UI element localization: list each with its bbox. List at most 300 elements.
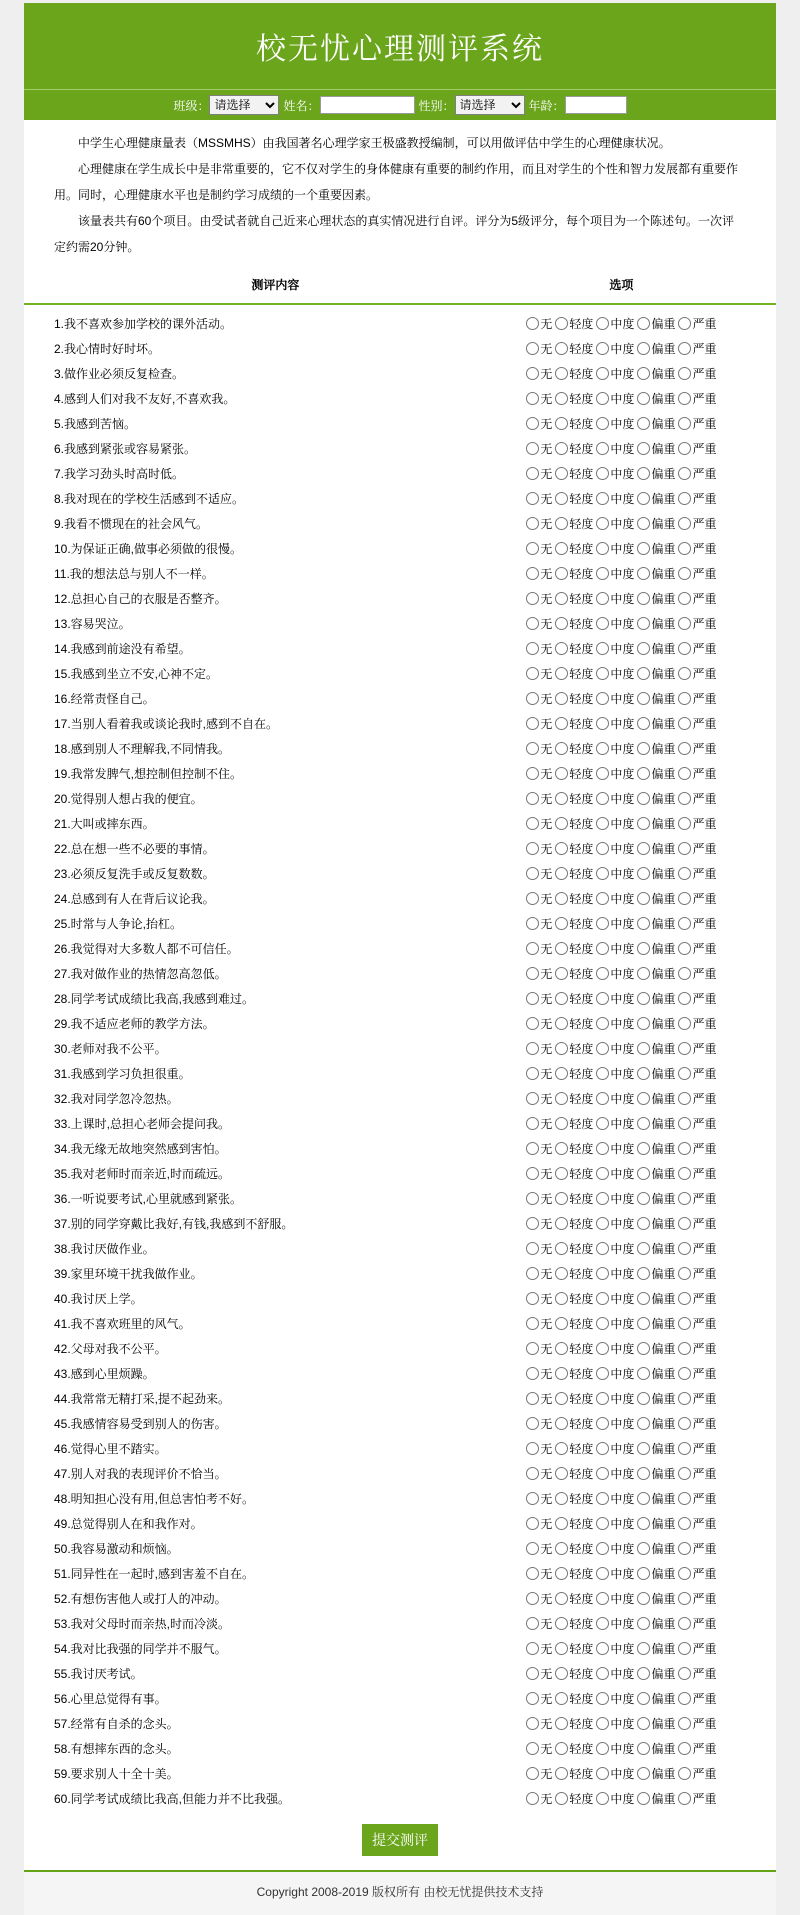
option-label[interactable]: 偏重	[651, 1392, 676, 1406]
option-中度[interactable]	[596, 390, 634, 407]
radio-偏重[interactable]	[637, 1367, 650, 1380]
radio-偏重[interactable]	[637, 1567, 650, 1580]
option-label[interactable]: 中度	[610, 542, 635, 556]
option-无[interactable]	[526, 865, 552, 882]
option-轻度[interactable]	[555, 765, 593, 782]
option-严重[interactable]	[678, 740, 716, 757]
option-无[interactable]	[526, 890, 552, 907]
radio-偏重[interactable]	[637, 517, 650, 530]
option-偏重[interactable]	[637, 1290, 675, 1307]
option-label[interactable]: 严重	[692, 1442, 717, 1456]
option-严重[interactable]	[678, 815, 716, 832]
option-label[interactable]: 中度	[610, 442, 635, 456]
option-轻度[interactable]	[555, 1440, 593, 1457]
option-无[interactable]	[526, 1640, 552, 1657]
option-label[interactable]: 轻度	[569, 867, 594, 881]
option-label[interactable]: 中度	[610, 1542, 635, 1556]
option-无[interactable]	[526, 1615, 552, 1632]
option-label[interactable]: 无	[540, 1217, 553, 1231]
radio-严重[interactable]	[678, 1392, 691, 1405]
radio-轻度[interactable]	[555, 1267, 568, 1280]
radio-轻度[interactable]	[555, 317, 568, 330]
radio-无[interactable]	[526, 817, 539, 830]
radio-中度[interactable]	[596, 392, 609, 405]
option-中度[interactable]	[596, 1190, 634, 1207]
option-label[interactable]: 无	[540, 1767, 553, 1781]
option-偏重[interactable]	[637, 1490, 675, 1507]
radio-严重[interactable]	[678, 392, 691, 405]
option-严重[interactable]	[678, 1315, 716, 1332]
radio-中度[interactable]	[596, 992, 609, 1005]
option-轻度[interactable]	[555, 1240, 593, 1257]
option-label[interactable]: 轻度	[569, 592, 594, 606]
option-偏重[interactable]	[637, 1365, 675, 1382]
option-label[interactable]: 偏重	[651, 1217, 676, 1231]
option-label[interactable]: 严重	[692, 342, 717, 356]
option-label[interactable]: 中度	[610, 1467, 635, 1481]
option-label[interactable]: 无	[540, 742, 553, 756]
radio-严重[interactable]	[678, 1642, 691, 1655]
option-严重[interactable]	[678, 1715, 716, 1732]
radio-偏重[interactable]	[637, 1617, 650, 1630]
option-label[interactable]: 中度	[610, 892, 635, 906]
option-中度[interactable]	[596, 615, 634, 632]
option-无[interactable]	[526, 1290, 552, 1307]
radio-轻度[interactable]	[555, 767, 568, 780]
option-偏重[interactable]	[637, 590, 675, 607]
option-label[interactable]: 严重	[692, 1542, 717, 1556]
radio-严重[interactable]	[678, 542, 691, 555]
option-label[interactable]: 偏重	[651, 1792, 676, 1806]
option-中度[interactable]	[596, 1590, 634, 1607]
option-严重[interactable]	[678, 890, 716, 907]
option-偏重[interactable]	[637, 540, 675, 557]
option-label[interactable]: 无	[540, 892, 553, 906]
option-严重[interactable]	[678, 1240, 716, 1257]
radio-偏重[interactable]	[637, 867, 650, 880]
radio-严重[interactable]	[678, 1192, 691, 1205]
option-label[interactable]: 偏重	[651, 692, 676, 706]
radio-偏重[interactable]	[637, 367, 650, 380]
option-严重[interactable]	[678, 1540, 716, 1557]
option-label[interactable]: 严重	[692, 792, 717, 806]
radio-严重[interactable]	[678, 1292, 691, 1305]
option-无[interactable]	[526, 940, 552, 957]
radio-严重[interactable]	[678, 617, 691, 630]
radio-轻度[interactable]	[555, 1117, 568, 1130]
radio-无[interactable]	[526, 1467, 539, 1480]
option-偏重[interactable]	[637, 640, 675, 657]
option-中度[interactable]	[596, 1115, 634, 1132]
option-label[interactable]: 严重	[692, 1267, 717, 1281]
option-无[interactable]	[526, 515, 552, 532]
option-label[interactable]: 中度	[610, 1617, 635, 1631]
option-无[interactable]	[526, 1340, 552, 1357]
option-中度[interactable]	[596, 440, 634, 457]
radio-无[interactable]	[526, 567, 539, 580]
option-中度[interactable]	[596, 715, 634, 732]
option-label[interactable]: 中度	[610, 1567, 635, 1581]
option-label[interactable]: 中度	[610, 717, 635, 731]
radio-中度[interactable]	[596, 542, 609, 555]
option-严重[interactable]	[678, 1415, 716, 1432]
option-label[interactable]: 轻度	[569, 1042, 594, 1056]
option-label[interactable]: 无	[540, 467, 553, 481]
option-label[interactable]: 轻度	[569, 1142, 594, 1156]
option-label[interactable]: 中度	[610, 967, 635, 981]
radio-中度[interactable]	[596, 792, 609, 805]
radio-轻度[interactable]	[555, 942, 568, 955]
radio-轻度[interactable]	[555, 642, 568, 655]
option-label[interactable]: 偏重	[651, 317, 676, 331]
option-中度[interactable]	[596, 1065, 634, 1082]
option-label[interactable]: 偏重	[651, 1167, 676, 1181]
name-input[interactable]	[320, 96, 415, 114]
option-label[interactable]: 偏重	[651, 1367, 676, 1381]
option-偏重[interactable]	[637, 1540, 675, 1557]
option-中度[interactable]	[596, 1365, 634, 1382]
option-label[interactable]: 轻度	[569, 717, 594, 731]
radio-轻度[interactable]	[555, 342, 568, 355]
option-轻度[interactable]	[555, 940, 593, 957]
option-label[interactable]: 无	[540, 1592, 553, 1606]
radio-偏重[interactable]	[637, 1592, 650, 1605]
option-label[interactable]: 中度	[610, 642, 635, 656]
option-轻度[interactable]	[555, 1415, 593, 1432]
option-中度[interactable]	[596, 1615, 634, 1632]
option-严重[interactable]	[678, 665, 716, 682]
radio-中度[interactable]	[596, 517, 609, 530]
option-偏重[interactable]	[637, 515, 675, 532]
option-无[interactable]	[526, 390, 552, 407]
option-label[interactable]: 中度	[610, 1292, 635, 1306]
radio-无[interactable]	[526, 1617, 539, 1630]
option-中度[interactable]	[596, 1490, 634, 1507]
option-中度[interactable]	[596, 1090, 634, 1107]
option-label[interactable]: 偏重	[651, 1492, 676, 1506]
option-label[interactable]: 中度	[610, 1242, 635, 1256]
radio-无[interactable]	[526, 1442, 539, 1455]
option-中度[interactable]	[596, 690, 634, 707]
option-中度[interactable]	[596, 1790, 634, 1807]
option-轻度[interactable]	[555, 1665, 593, 1682]
radio-严重[interactable]	[678, 1242, 691, 1255]
option-轻度[interactable]	[555, 640, 593, 657]
radio-偏重[interactable]	[637, 1767, 650, 1780]
radio-无[interactable]	[526, 1592, 539, 1605]
option-无[interactable]	[526, 1315, 552, 1332]
option-label[interactable]: 轻度	[569, 667, 594, 681]
radio-轻度[interactable]	[555, 1617, 568, 1630]
radio-轻度[interactable]	[555, 1692, 568, 1705]
option-label[interactable]: 偏重	[651, 767, 676, 781]
option-label[interactable]: 偏重	[651, 492, 676, 506]
option-轻度[interactable]	[555, 1165, 593, 1182]
radio-中度[interactable]	[596, 1192, 609, 1205]
option-偏重[interactable]	[637, 890, 675, 907]
option-轻度[interactable]	[555, 1215, 593, 1232]
option-无[interactable]	[526, 840, 552, 857]
option-严重[interactable]	[678, 790, 716, 807]
option-无[interactable]	[526, 1090, 552, 1107]
option-label[interactable]: 严重	[692, 367, 717, 381]
option-label[interactable]: 偏重	[651, 1692, 676, 1706]
option-偏重[interactable]	[637, 1440, 675, 1457]
radio-中度[interactable]	[596, 442, 609, 455]
option-无[interactable]	[526, 1240, 552, 1257]
option-label[interactable]: 轻度	[569, 342, 594, 356]
option-label[interactable]: 轻度	[569, 1617, 594, 1631]
radio-轻度[interactable]	[555, 1142, 568, 1155]
radio-严重[interactable]	[678, 792, 691, 805]
option-label[interactable]: 轻度	[569, 917, 594, 931]
option-label[interactable]: 无	[540, 1492, 553, 1506]
option-轻度[interactable]	[555, 340, 593, 357]
option-label[interactable]: 无	[540, 1092, 553, 1106]
option-严重[interactable]	[678, 640, 716, 657]
option-label[interactable]: 偏重	[651, 1717, 676, 1731]
option-偏重[interactable]	[637, 390, 675, 407]
option-无[interactable]	[526, 340, 552, 357]
option-无[interactable]	[526, 1765, 552, 1782]
option-轻度[interactable]	[555, 490, 593, 507]
option-label[interactable]: 偏重	[651, 967, 676, 981]
option-label[interactable]: 中度	[610, 1192, 635, 1206]
option-轻度[interactable]	[555, 465, 593, 482]
option-label[interactable]: 严重	[692, 417, 717, 431]
radio-轻度[interactable]	[555, 367, 568, 380]
radio-严重[interactable]	[678, 1542, 691, 1555]
radio-无[interactable]	[526, 1642, 539, 1655]
option-中度[interactable]	[596, 1515, 634, 1532]
option-偏重[interactable]	[637, 1515, 675, 1532]
radio-中度[interactable]	[596, 1242, 609, 1255]
option-label[interactable]: 严重	[692, 942, 717, 956]
option-label[interactable]: 偏重	[651, 1542, 676, 1556]
radio-中度[interactable]	[596, 717, 609, 730]
option-无[interactable]	[526, 740, 552, 757]
option-无[interactable]	[526, 815, 552, 832]
radio-严重[interactable]	[678, 867, 691, 880]
option-label[interactable]: 严重	[692, 467, 717, 481]
radio-严重[interactable]	[678, 1617, 691, 1630]
option-label[interactable]: 严重	[692, 1242, 717, 1256]
option-label[interactable]: 中度	[610, 942, 635, 956]
option-label[interactable]: 轻度	[569, 1092, 594, 1106]
option-label[interactable]: 严重	[692, 592, 717, 606]
option-label[interactable]: 无	[540, 1517, 553, 1531]
option-label[interactable]: 偏重	[651, 392, 676, 406]
option-无[interactable]	[526, 1590, 552, 1607]
option-中度[interactable]	[596, 840, 634, 857]
option-label[interactable]: 偏重	[651, 1142, 676, 1156]
option-label[interactable]: 严重	[692, 767, 717, 781]
option-label[interactable]: 轻度	[569, 442, 594, 456]
radio-偏重[interactable]	[637, 1692, 650, 1705]
radio-严重[interactable]	[678, 1492, 691, 1505]
radio-轻度[interactable]	[555, 1467, 568, 1480]
option-偏重[interactable]	[637, 1615, 675, 1632]
option-轻度[interactable]	[555, 715, 593, 732]
option-label[interactable]: 偏重	[651, 1417, 676, 1431]
option-label[interactable]: 偏重	[651, 942, 676, 956]
radio-轻度[interactable]	[555, 392, 568, 405]
radio-轻度[interactable]	[555, 1542, 568, 1555]
option-中度[interactable]	[596, 965, 634, 982]
option-无[interactable]	[526, 365, 552, 382]
option-严重[interactable]	[678, 1065, 716, 1082]
option-label[interactable]: 轻度	[569, 817, 594, 831]
radio-中度[interactable]	[596, 317, 609, 330]
option-label[interactable]: 轻度	[569, 1692, 594, 1706]
radio-偏重[interactable]	[637, 317, 650, 330]
option-严重[interactable]	[678, 1515, 716, 1532]
option-label[interactable]: 轻度	[569, 1467, 594, 1481]
option-label[interactable]: 无	[540, 967, 553, 981]
radio-严重[interactable]	[678, 1667, 691, 1680]
option-label[interactable]: 中度	[610, 1342, 635, 1356]
option-label[interactable]: 轻度	[569, 1217, 594, 1231]
radio-严重[interactable]	[678, 1792, 691, 1805]
radio-中度[interactable]	[596, 1167, 609, 1180]
option-label[interactable]: 无	[540, 492, 553, 506]
option-轻度[interactable]	[555, 840, 593, 857]
option-label[interactable]: 严重	[692, 1467, 717, 1481]
option-无[interactable]	[526, 1390, 552, 1407]
option-无[interactable]	[526, 440, 552, 457]
option-轻度[interactable]	[555, 690, 593, 707]
radio-无[interactable]	[526, 1417, 539, 1430]
radio-严重[interactable]	[678, 1067, 691, 1080]
option-严重[interactable]	[678, 1190, 716, 1207]
radio-严重[interactable]	[678, 1567, 691, 1580]
option-label[interactable]: 严重	[692, 1767, 717, 1781]
radio-无[interactable]	[526, 1342, 539, 1355]
option-无[interactable]	[526, 1565, 552, 1582]
option-label[interactable]: 偏重	[651, 742, 676, 756]
option-label[interactable]: 严重	[692, 1117, 717, 1131]
option-无[interactable]	[526, 415, 552, 432]
option-偏重[interactable]	[637, 815, 675, 832]
option-无[interactable]	[526, 1190, 552, 1207]
option-label[interactable]: 严重	[692, 1667, 717, 1681]
radio-偏重[interactable]	[637, 392, 650, 405]
option-label[interactable]: 中度	[610, 1092, 635, 1106]
option-label[interactable]: 轻度	[569, 892, 594, 906]
option-label[interactable]: 中度	[610, 517, 635, 531]
radio-无[interactable]	[526, 1742, 539, 1755]
option-轻度[interactable]	[555, 315, 593, 332]
option-严重[interactable]	[678, 1490, 716, 1507]
option-严重[interactable]	[678, 840, 716, 857]
option-label[interactable]: 轻度	[569, 1117, 594, 1131]
radio-中度[interactable]	[596, 1017, 609, 1030]
option-无[interactable]	[526, 1740, 552, 1757]
option-无[interactable]	[526, 490, 552, 507]
option-中度[interactable]	[596, 1765, 634, 1782]
option-中度[interactable]	[596, 515, 634, 532]
option-严重[interactable]	[678, 1690, 716, 1707]
option-偏重[interactable]	[637, 1740, 675, 1757]
radio-中度[interactable]	[596, 1042, 609, 1055]
option-label[interactable]: 严重	[692, 817, 717, 831]
option-中度[interactable]	[596, 1015, 634, 1032]
option-label[interactable]: 无	[540, 1342, 553, 1356]
option-label[interactable]: 偏重	[651, 1517, 676, 1531]
radio-轻度[interactable]	[555, 1492, 568, 1505]
option-label[interactable]: 偏重	[651, 567, 676, 581]
option-无[interactable]	[526, 1040, 552, 1057]
radio-偏重[interactable]	[637, 1467, 650, 1480]
radio-无[interactable]	[526, 467, 539, 480]
option-label[interactable]: 严重	[692, 1692, 717, 1706]
option-label[interactable]: 轻度	[569, 792, 594, 806]
option-label[interactable]: 轻度	[569, 517, 594, 531]
option-严重[interactable]	[678, 715, 716, 732]
option-label[interactable]: 偏重	[651, 1592, 676, 1606]
option-轻度[interactable]	[555, 1365, 593, 1382]
option-label[interactable]: 轻度	[569, 1517, 594, 1531]
option-label[interactable]: 轻度	[569, 1067, 594, 1081]
option-无[interactable]	[526, 965, 552, 982]
radio-偏重[interactable]	[637, 342, 650, 355]
option-中度[interactable]	[596, 465, 634, 482]
option-label[interactable]: 轻度	[569, 1717, 594, 1731]
option-label[interactable]: 无	[540, 667, 553, 681]
option-label[interactable]: 偏重	[651, 1242, 676, 1256]
radio-中度[interactable]	[596, 1267, 609, 1280]
radio-偏重[interactable]	[637, 1792, 650, 1805]
option-label[interactable]: 严重	[692, 867, 717, 881]
option-label[interactable]: 无	[540, 792, 553, 806]
option-label[interactable]: 偏重	[651, 1617, 676, 1631]
option-label[interactable]: 轻度	[569, 1367, 594, 1381]
option-严重[interactable]	[678, 865, 716, 882]
radio-偏重[interactable]	[637, 467, 650, 480]
radio-中度[interactable]	[596, 1067, 609, 1080]
radio-中度[interactable]	[596, 967, 609, 980]
radio-中度[interactable]	[596, 842, 609, 855]
radio-无[interactable]	[526, 1167, 539, 1180]
radio-严重[interactable]	[678, 442, 691, 455]
option-严重[interactable]	[678, 1740, 716, 1757]
radio-无[interactable]	[526, 492, 539, 505]
radio-严重[interactable]	[678, 1267, 691, 1280]
option-无[interactable]	[526, 1065, 552, 1082]
option-无[interactable]	[526, 1440, 552, 1457]
option-label[interactable]: 轻度	[569, 1642, 594, 1656]
option-label[interactable]: 偏重	[651, 1667, 676, 1681]
option-label[interactable]: 中度	[610, 842, 635, 856]
radio-中度[interactable]	[596, 1542, 609, 1555]
option-轻度[interactable]	[555, 1765, 593, 1782]
radio-轻度[interactable]	[555, 1217, 568, 1230]
option-中度[interactable]	[596, 1740, 634, 1757]
radio-偏重[interactable]	[637, 592, 650, 605]
radio-轻度[interactable]	[555, 667, 568, 680]
option-严重[interactable]	[678, 1340, 716, 1357]
option-label[interactable]: 无	[540, 1567, 553, 1581]
option-label[interactable]: 中度	[610, 1742, 635, 1756]
option-label[interactable]: 中度	[610, 417, 635, 431]
radio-中度[interactable]	[596, 1667, 609, 1680]
option-偏重[interactable]	[637, 1640, 675, 1657]
option-label[interactable]: 偏重	[651, 1467, 676, 1481]
option-label[interactable]: 无	[540, 642, 553, 656]
option-label[interactable]: 严重	[692, 1567, 717, 1581]
option-严重[interactable]	[678, 1265, 716, 1282]
option-轻度[interactable]	[555, 615, 593, 632]
